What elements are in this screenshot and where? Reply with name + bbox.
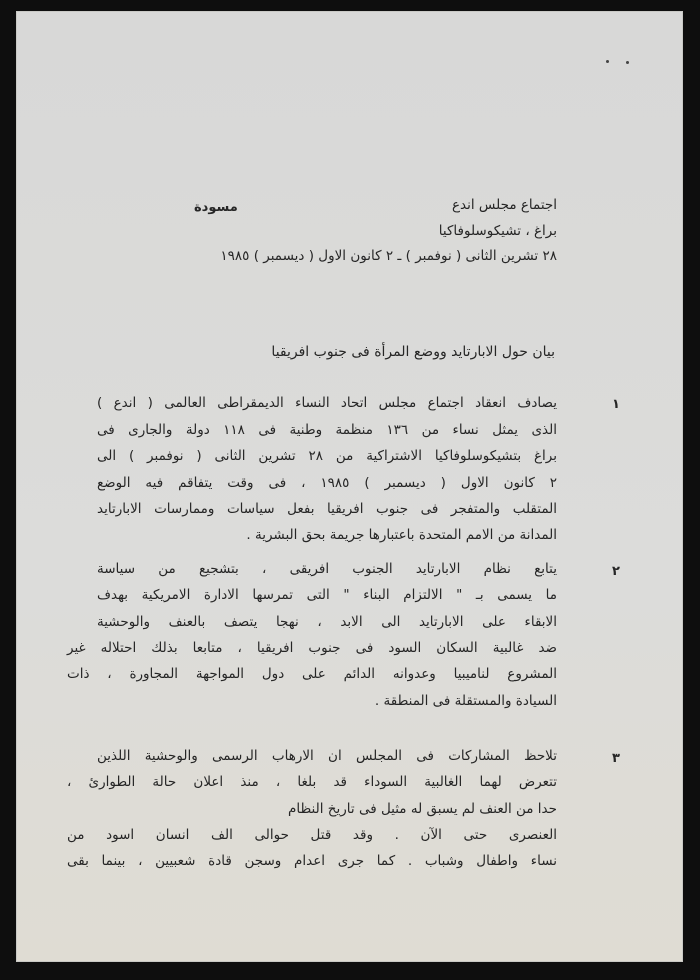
header-dates: ٢٨ تشرين الثانى ( نوفمبر ) ـ ٢ كانون الاول ( ديسمبر ) ١٩٨٥ — [220, 248, 557, 264]
header-location: براغ ، تشيكوسلوفاكيا — [438, 223, 557, 239]
paragraph-number: ١ — [612, 397, 620, 412]
paragraph-line: المدانة من الامم المتحدة باعتبارها جريمة بحق البشرية . — [246, 527, 557, 543]
paragraph-line: الذى يمثل نساء من ١٣٦ منظمة وطنية فى ١١٨ دولة والجارى فى — [97, 422, 557, 438]
paragraph-line: المتقلب والمتفجر فى جنوب افريقيا بفعل سياسات وممارسات الابارتايد — [97, 501, 557, 517]
paragraph-line: يصادف انعقاد اجتماع مجلس اتحاد النساء الديمقراطى العالمى ( اندع ) — [97, 395, 557, 411]
paragraph-line: ضد غالبية السكان السود فى جنوب افريقيا ، متابعا بذلك احتلاله غير — [67, 640, 557, 656]
paragraph-line: ٢ كانون الاول ( ديسمبر ) ١٩٨٥ ، فى وقت يتفاقم فيه الوضع — [97, 475, 557, 491]
paragraph-line: براغ بتشيكوسلوفاكيا الاشتراكية من ٢٨ تشرين الثانى ( نوفمبر ) الى — [97, 448, 557, 464]
paragraph-line: المشروع لناميبيا وعدوانه الدائم على دول المواجهة المجاورة ، ذات — [67, 666, 557, 682]
paragraph-line: حدا من العنف لم يسبق له مثيل فى تاريخ النظام — [288, 801, 557, 817]
paragraph-line: العنصرى حتى الآن . وقد قتل حوالى الف انسان اسود من — [67, 827, 557, 843]
header-meeting: اجتماع مجلس اندع — [451, 197, 557, 213]
punch-marks — [604, 59, 644, 65]
draft-label: مسودة — [194, 200, 238, 215]
paragraph-line: تلاحظ المشاركات فى المجلس ان الارهاب الرسمى والوحشية اللذين — [97, 748, 557, 764]
paragraph-line: نساء واطفال وشباب . كما جرى اعدام وسجن قادة شعبيين ، بينما بقى — [67, 853, 557, 869]
paragraph-number: ٣ — [612, 751, 620, 766]
statement-title: بيان حول الابارتايد ووضع المرأة فى جنوب افريقيا — [271, 344, 555, 360]
paragraph-line: يتابع نظام الابارتايد الجنوب افريقى ، بتشجيع من سياسة — [97, 561, 557, 577]
paragraph-line: تتعرض لهما الغالبية السوداء قد بلغا ، منذ اعلان حالة الطوارئ ، — [67, 774, 557, 790]
paragraph-line: الابقاء على الابارتايد الى الابد ، نهجا يتصف بالعنف والوحشية — [97, 614, 557, 630]
paragraph-line: ما يسمى بـ " الالتزام البناء " التى تمرسها الادارة الامريكية بهدف — [97, 587, 557, 603]
mark-dot — [606, 60, 609, 63]
paragraph-number: ٢ — [612, 564, 620, 579]
document-page — [16, 11, 683, 962]
mark-dot — [626, 61, 629, 64]
paragraph-line: السيادة والمستقلة فى المنطقة . — [374, 693, 557, 709]
